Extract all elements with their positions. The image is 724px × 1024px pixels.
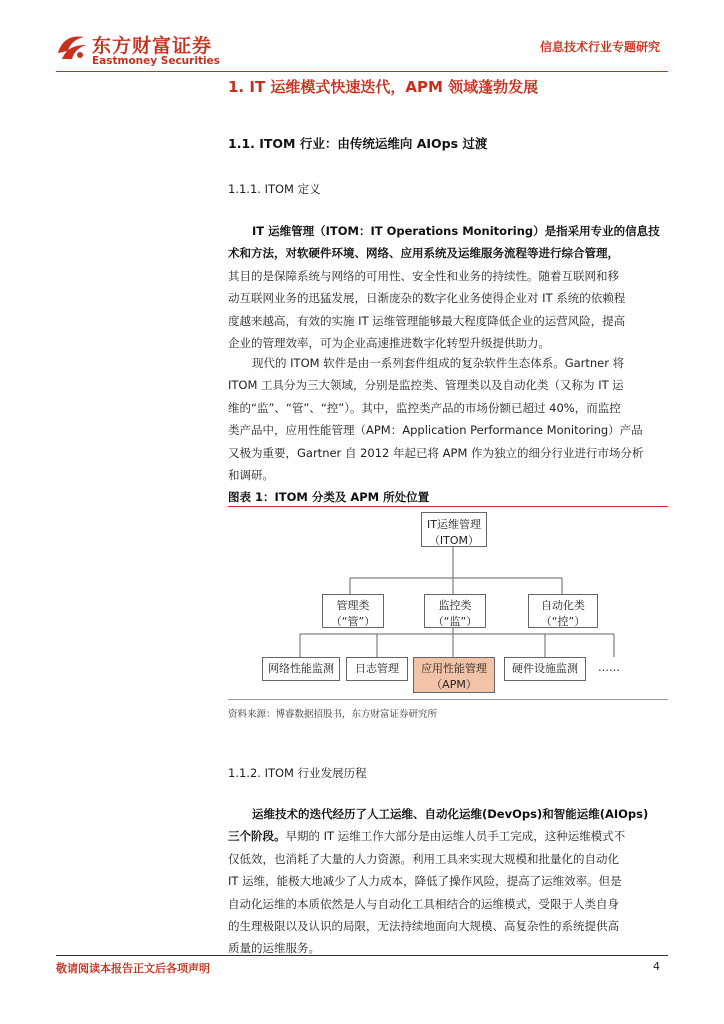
para-line: IT 运维管理（ITOM：IT Operations Monitoring）是指采用专业的信息技 xyxy=(252,224,660,238)
itom-diagram xyxy=(228,507,668,699)
diagram-node-apm xyxy=(413,657,495,693)
figure-source: 资料来源：博睿数据招股书，东方财富证券研究所 xyxy=(228,709,438,720)
para-line xyxy=(228,825,668,847)
node-sub: （“监”） xyxy=(432,615,478,628)
para-line: 的生理极限以及认识的局限，无法持续地面向大规模、高复杂性的系统提供高 xyxy=(228,919,619,934)
footer-divider xyxy=(56,955,668,956)
figure-title: 图表 1：ITOM 分类及 APM 所处位置 xyxy=(228,490,430,504)
para-line: 自动化运维的本质依然是人与自动化工具相结合的运维模式，受限于人类自身 xyxy=(228,896,619,911)
diagram-node-log-management xyxy=(346,657,408,681)
para-line: 其目的是保障系统与网络的可用性、安全性和业务的持续性。随着互联网和移 xyxy=(228,268,619,283)
subsubsection-heading-definition: 1.1.1. ITOM 定义 xyxy=(228,182,321,196)
diagram-ellipsis: …… xyxy=(598,661,620,674)
section-heading: 1. IT 运维模式快速迭代，APM 领域蓬勃发展 xyxy=(228,78,539,96)
diagram-node-management xyxy=(322,594,384,628)
para-line: 仅低效，也消耗了大量的人力资源。利用工具来实现大规模和批量化的自动化 xyxy=(228,851,619,866)
diagram-node-network-monitoring xyxy=(262,657,340,681)
para-line: 运维技术的迭代经历了人工运维、自动化运维(DevOps)和智能运维(AIOps) xyxy=(252,807,649,821)
figure-bottom-rule xyxy=(228,699,668,700)
para-line: 企业的管理效率，可为企业高速推进数字化转型升级提供助力。 xyxy=(228,336,550,351)
para-line: 术和方法，对软硬件环境、网络、应用系统及运维服务流程等进行综合管理， xyxy=(228,246,619,261)
para-line: 又极为重要，Gartner 自 2012 年起已将 APM 作为独立的细分行业进行市场分析 xyxy=(228,445,644,460)
diagram-node-automation xyxy=(528,594,598,628)
paragraph-itom-software xyxy=(228,352,668,486)
node-label: 网络性能监测 xyxy=(268,662,334,675)
paragraph-itom-definition xyxy=(228,220,668,354)
node-label: 硬件设施监测 xyxy=(512,662,578,675)
para-line: IT 运维，能极大地减少了人力成本，降低了操作风险，提高了运维效率。但是 xyxy=(228,874,622,889)
paragraph-itom-history xyxy=(228,803,668,960)
node-sub: （ITOM） xyxy=(428,534,480,547)
node-label: 自动化类 xyxy=(541,599,585,612)
node-sub: （APM） xyxy=(431,678,477,691)
diagram-node-hardware-monitoring xyxy=(504,657,586,681)
node-label: 日志管理 xyxy=(355,662,399,675)
para-line: 度越来越高，有效的实施 IT 运维管理能够最大程度降低企业的运营风险，提高 xyxy=(228,313,626,328)
report-category: 信息技术行业专题研究 xyxy=(539,40,660,54)
subsection-heading: 1.1. ITOM 行业：由传统运维向 AIOps 过渡 xyxy=(228,136,488,151)
node-sub: （“控”） xyxy=(540,615,586,628)
node-label: IT运维管理 xyxy=(427,518,481,531)
node-label: 应用性能管理 xyxy=(421,662,487,675)
para-line: ITOM 工具分为三大领域，分别是监控类、管理类以及自动化类（又称为 IT 运 xyxy=(228,378,624,393)
node-label: 管理类 xyxy=(336,599,370,612)
node-label: 监控类 xyxy=(438,599,472,612)
logo-en-text: Eastmoney Securities xyxy=(92,55,220,67)
page-header xyxy=(0,0,724,80)
para-fragment: 早期的 IT 运维工作大部分是由运维人员手工完成，这种运维模式不 xyxy=(285,829,626,844)
subsubsection-heading-history: 1.1.2. ITOM 行业发展历程 xyxy=(228,766,367,780)
eastmoney-logo-icon xyxy=(56,33,88,61)
page-number: 4 xyxy=(653,960,660,973)
para-line: 现代的 ITOM 软件是由一系列套件组成的复杂软件生态体系。Gartner 将 xyxy=(252,356,625,370)
header-divider xyxy=(56,71,668,72)
node-sub: （“管”） xyxy=(330,615,376,628)
para-line: 维的“监”、“管”、“控”）。其中，监控类产品的市场份额已超过 40%，而监控 xyxy=(228,400,621,415)
para-line: 动互联网业务的迅猛发展，日渐庞杂的数字化业务使得企业对 IT 系统的依赖程 xyxy=(228,291,626,306)
diagram-node-itom xyxy=(421,512,487,547)
para-line: 类产品中，应用性能管理（APM：Application Performance Monitoring）产品 xyxy=(228,423,643,438)
logo-cn-text: 东方财富证券 xyxy=(92,35,213,57)
para-bold-fragment: 三个阶段。 xyxy=(228,829,286,844)
disclaimer-notice: 敬请阅读本报告正文后各项声明 xyxy=(56,962,210,975)
para-line: 和调研。 xyxy=(228,468,274,483)
para-line: 质量的运维服务。 xyxy=(228,941,320,956)
diagram-node-monitoring xyxy=(424,594,486,628)
